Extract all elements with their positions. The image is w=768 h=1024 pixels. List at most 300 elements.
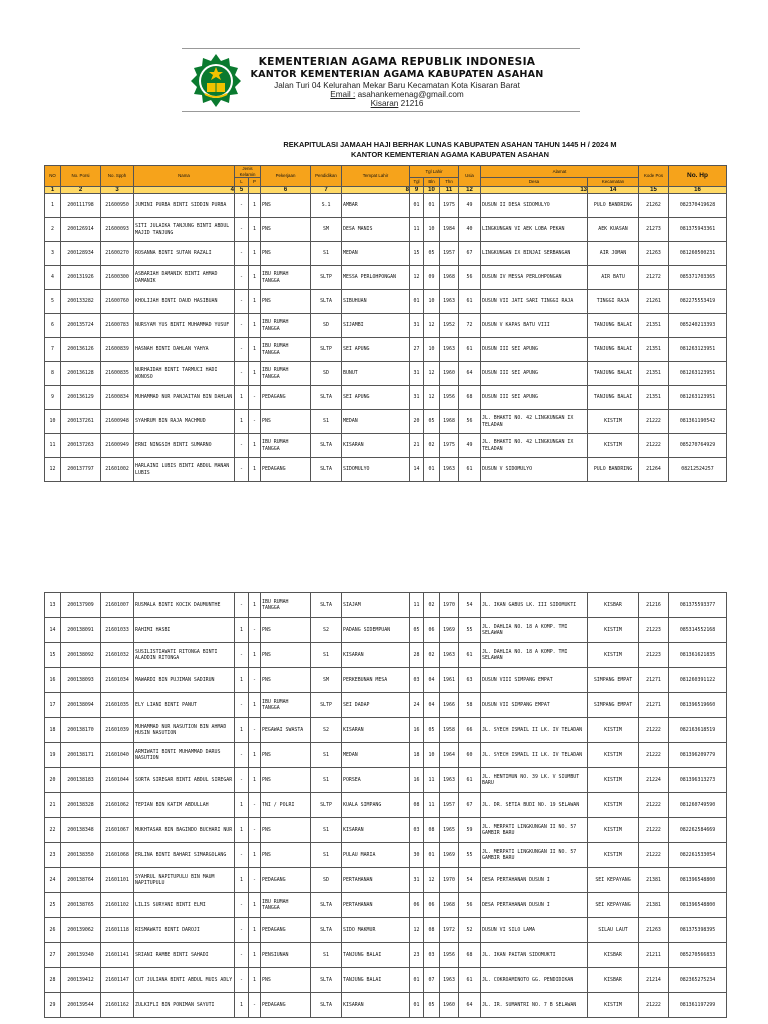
cell-porsi: 200137263 <box>61 434 101 458</box>
cell-nama: NURHAIDAH BINTI TARMUCI HADI WONOSO <box>134 362 235 386</box>
cell-nama: JUMINI PURBA BINTI SIDDIN PURBA <box>134 194 235 218</box>
cell-desa: JL. DAHLIA NO. 18 A KOMP. TMI SELAWAN <box>481 643 588 668</box>
cell-kode: 21222 <box>639 993 669 1018</box>
table-row <box>45 793 727 818</box>
cell-usia: 55 <box>459 618 481 643</box>
cell-tgl: 24 <box>410 693 424 718</box>
cell-porsi: 200136126 <box>61 338 101 362</box>
cell-thn: 1969 <box>440 843 459 868</box>
cell-porsi: 200138091 <box>61 618 101 643</box>
cell-tgl: 11 <box>410 218 424 242</box>
cell-desa: DUSUN V SIDOMULYO <box>481 458 588 482</box>
cell-spph: 21600834 <box>101 386 134 410</box>
cell-kec: KISTIM <box>588 643 639 668</box>
cell-no: 29 <box>45 993 61 1018</box>
cell-usia: 64 <box>459 362 481 386</box>
cell-spph: 21601039 <box>101 718 134 743</box>
cell-pekerjaan: PNS <box>261 218 311 242</box>
letterhead-text <box>252 56 582 108</box>
cell-tempat: MEDAN <box>342 410 410 434</box>
colnum: 5 <box>235 187 249 194</box>
col-kode-pos: Kode Pos <box>639 166 669 187</box>
cell-thn: 1961 <box>440 668 459 693</box>
cell-tempat: DESA MANIS <box>342 218 410 242</box>
cell-usia: 56 <box>459 893 481 918</box>
col-usia: Usia <box>459 166 481 187</box>
cell-desa: JL. IKAN GABUS LK. III SIDOMUKTI <box>481 593 588 618</box>
cell-tempat: KISARAN <box>342 818 410 843</box>
cell-usia: 40 <box>459 218 481 242</box>
col-kecamatan: Kecamatan <box>588 178 639 187</box>
cell-p: 1 <box>249 968 261 993</box>
cell-bln: 01 <box>424 194 440 218</box>
office-city <box>212 99 582 108</box>
cell-tgl: 01 <box>410 194 424 218</box>
cell-bln: 12 <box>424 362 440 386</box>
cell-tgl: 12 <box>410 918 424 943</box>
cell-nama: SUSILISTIAWATI RITONGA BINTI ALADDIN RITONGA <box>134 643 235 668</box>
cell-tempat: SIDOMULYO <box>342 458 410 482</box>
cell-usia: 61 <box>459 338 481 362</box>
cell-nama: SORTA SIREGAR BINTI ABDUL SIREGAR <box>134 768 235 793</box>
colnum: 3 <box>101 187 134 194</box>
cell-pekerjaan: PEDAGANG <box>261 868 311 893</box>
cell-tgl: 08 <box>410 793 424 818</box>
table-row <box>45 718 727 743</box>
cell-nama: LILIS SURYANI BINTI ELMI <box>134 893 235 918</box>
colnum: 2 <box>61 187 101 194</box>
cell-porsi: 200131926 <box>61 266 101 290</box>
cell-nama: SITI JULAIKA TANJUNG BINTI ABDUL MAJID TANJUNG <box>134 218 235 242</box>
cell-nama: KHOLIJAH BINTI DAUD HASIBUAN <box>134 290 235 314</box>
col-alamat: Alamat <box>481 166 639 178</box>
cell-no: 21 <box>45 793 61 818</box>
cell-bln: 02 <box>424 593 440 618</box>
colnum: 4 <box>134 187 235 194</box>
cell-thn: 1975 <box>440 434 459 458</box>
cell-kode: 21351 <box>639 314 669 338</box>
cell-pendidikan: SLTP <box>311 793 342 818</box>
cell-spph: 21601102 <box>101 893 134 918</box>
cell-spph: 21601033 <box>101 618 134 643</box>
cell-bln: 06 <box>424 618 440 643</box>
cell-l: - <box>235 918 249 943</box>
colnum: 10 <box>424 187 440 194</box>
cell-usia: 61 <box>459 643 481 668</box>
cell-thn: 1956 <box>440 386 459 410</box>
col-jenis-kelamin: Jenis Kelamin <box>235 166 261 178</box>
cell-bln: 09 <box>424 266 440 290</box>
cell-tgl: 23 <box>410 943 424 968</box>
cell-usia: 61 <box>459 968 481 993</box>
cell-p: 1 <box>249 743 261 768</box>
cell-p: 1 <box>249 362 261 386</box>
cell-spph: 21601141 <box>101 943 134 968</box>
cell-desa: JL. MERPATI LINGKUNGAN II NO. 57 GAMBIR BARU <box>481 843 588 868</box>
cell-usia: 61 <box>459 458 481 482</box>
cell-hp: 081375398395 <box>669 918 727 943</box>
cell-pendidikan: SLTP <box>311 266 342 290</box>
cell-pendidikan: S1 <box>311 643 342 668</box>
cell-p: 1 <box>249 918 261 943</box>
cell-bln: 10 <box>424 218 440 242</box>
cell-kec: KISTIM <box>588 818 639 843</box>
cell-kode: 21264 <box>639 458 669 482</box>
cell-kec: TANJUNG BALAI <box>588 338 639 362</box>
cell-no: 19 <box>45 743 61 768</box>
cell-tgl: 15 <box>410 242 424 266</box>
cell-tempat: MEDAN <box>342 743 410 768</box>
cell-thn: 1960 <box>440 993 459 1018</box>
cell-no: 3 <box>45 242 61 266</box>
cell-hp: 082261533054 <box>669 843 727 868</box>
email-value: asahankemenag@gmail.com <box>355 90 464 99</box>
cell-pendidikan: SLTP <box>311 338 342 362</box>
cell-porsi: 200133282 <box>61 290 101 314</box>
table-row <box>45 218 727 242</box>
cell-nama: MUHAMMAD NUR PANJAITAN BIN DAHLAN <box>134 386 235 410</box>
cell-hp: 081375593377 <box>669 593 727 618</box>
cell-pendidikan: SM <box>311 668 342 693</box>
cell-p: 1 <box>249 593 261 618</box>
cell-bln: 05 <box>424 718 440 743</box>
cell-pekerjaan: PENSIUNAN <box>261 943 311 968</box>
cell-usia: 58 <box>459 693 481 718</box>
cell-hp: 085270764929 <box>669 434 727 458</box>
cell-kec: KISTIM <box>588 768 639 793</box>
cell-tempat: AMBAR <box>342 194 410 218</box>
cell-usia: 67 <box>459 242 481 266</box>
cell-hp: 081263123951 <box>669 338 727 362</box>
cell-nama: ELY LIANI BINTI PANUT <box>134 693 235 718</box>
cell-hp: 081260749590 <box>669 793 727 818</box>
cell-desa: DUSUN VII JATI SARI TINGGI RAJA <box>481 290 588 314</box>
cell-porsi: 200138170 <box>61 718 101 743</box>
cell-spph: 21600783 <box>101 314 134 338</box>
cell-no: 22 <box>45 818 61 843</box>
column-number-row <box>45 187 727 194</box>
cell-p: - <box>249 818 261 843</box>
cell-kode: 21271 <box>639 693 669 718</box>
cell-spph: 21601101 <box>101 868 134 893</box>
cell-spph: 21601067 <box>101 818 134 843</box>
cell-porsi: 200138764 <box>61 868 101 893</box>
cell-usia: 61 <box>459 768 481 793</box>
cell-kode: 21222 <box>639 718 669 743</box>
cell-kode: 21263 <box>639 918 669 943</box>
cell-tempat: TANJUNG BALAI <box>342 943 410 968</box>
table-row <box>45 768 727 793</box>
cell-l: - <box>235 893 249 918</box>
cell-spph: 21600950 <box>101 194 134 218</box>
cell-nama: TEPIAN BIN KATIM ABDULLAH <box>134 793 235 818</box>
cell-tempat: KISARAN <box>342 434 410 458</box>
cell-usia: 63 <box>459 668 481 693</box>
cell-tgl: 01 <box>410 993 424 1018</box>
cell-pekerjaan: PNS <box>261 768 311 793</box>
cell-pekerjaan: TNI / POLRI <box>261 793 311 818</box>
colnum: 14 <box>588 187 639 194</box>
cell-l: 1 <box>235 868 249 893</box>
cell-spph: 21601147 <box>101 968 134 993</box>
cell-p: 1 <box>249 290 261 314</box>
colnum <box>249 187 261 194</box>
cell-thn: 1963 <box>440 290 459 314</box>
cell-no: 6 <box>45 314 61 338</box>
cell-bln: 06 <box>424 893 440 918</box>
cell-nama: ARMIWATI BINTI MUHAMMAD DARUS NASUTION <box>134 743 235 768</box>
cell-bln: 07 <box>424 968 440 993</box>
cell-l: - <box>235 218 249 242</box>
cell-pendidikan: S1 <box>311 242 342 266</box>
cell-bln: 05 <box>424 993 440 1018</box>
cell-l: - <box>235 768 249 793</box>
cell-l: - <box>235 338 249 362</box>
cell-porsi: 200138350 <box>61 843 101 868</box>
cell-thn: 1968 <box>440 410 459 434</box>
cell-thn: 1963 <box>440 768 459 793</box>
cell-pendidikan: SLTA <box>311 434 342 458</box>
cell-usia: 72 <box>459 314 481 338</box>
cell-p: - <box>249 668 261 693</box>
table-row <box>45 290 727 314</box>
cell-kode: 21222 <box>639 410 669 434</box>
cell-thn: 1963 <box>440 643 459 668</box>
cell-usia: 64 <box>459 993 481 1018</box>
cell-p: 1 <box>249 266 261 290</box>
cell-spph: 21601032 <box>101 643 134 668</box>
cell-pendidikan: S2 <box>311 718 342 743</box>
cell-thn: 1963 <box>440 458 459 482</box>
cell-kec: KISTIM <box>588 410 639 434</box>
cell-l: - <box>235 943 249 968</box>
cell-pekerjaan: PNS <box>261 194 311 218</box>
cell-tempat: SEI DADAP <box>342 693 410 718</box>
cell-l: 1 <box>235 668 249 693</box>
cell-l: 1 <box>235 993 249 1018</box>
cell-bln: 10 <box>424 743 440 768</box>
cell-no: 7 <box>45 338 61 362</box>
cell-hp: 081260391122 <box>669 668 727 693</box>
cell-tempat: KISARAN <box>342 643 410 668</box>
cell-usia: 49 <box>459 434 481 458</box>
cell-kec: AIR BATU <box>588 266 639 290</box>
cell-porsi: 200138348 <box>61 818 101 843</box>
cell-usia: 52 <box>459 918 481 943</box>
cell-p: 1 <box>249 943 261 968</box>
cell-kode: 21223 <box>639 643 669 668</box>
cell-no: 15 <box>45 643 61 668</box>
cell-hp: 081375943361 <box>669 218 727 242</box>
cell-thn: 1968 <box>440 893 459 918</box>
table-body-page1 <box>45 194 727 482</box>
cell-kec: KISTIM <box>588 718 639 743</box>
cell-spph: 21601062 <box>101 793 134 818</box>
cell-tempat: PULAU MARIA <box>342 843 410 868</box>
cell-l: 1 <box>235 793 249 818</box>
cell-tempat: PERKEBUNAN MESA <box>342 668 410 693</box>
cell-desa: JL. COKROAMINOTO GG. PENDIDIKAN <box>481 968 588 993</box>
cell-tempat: PERTAHANAN <box>342 893 410 918</box>
cell-l: 1 <box>235 618 249 643</box>
cell-desa: DUSUN III SEI APUNG <box>481 386 588 410</box>
cell-nama: SRIANI RAMBE BINTI SAHADI <box>134 943 235 968</box>
pilgrim-table-page1 <box>44 165 727 482</box>
cell-tgl: 14 <box>410 458 424 482</box>
cell-tgl: 01 <box>410 290 424 314</box>
cell-tempat: KISARAN <box>342 993 410 1018</box>
cell-spph: 21601162 <box>101 993 134 1018</box>
cell-spph: 21601035 <box>101 693 134 718</box>
cell-hp: 085240213393 <box>669 314 727 338</box>
cell-usia: 56 <box>459 410 481 434</box>
cell-pekerjaan: PNS <box>261 290 311 314</box>
cell-desa: JL. SYECH ISMAIL II LK. IV TELADAN <box>481 718 588 743</box>
cell-spph: 21601118 <box>101 918 134 943</box>
cell-porsi: 200137909 <box>61 593 101 618</box>
cell-no: 12 <box>45 458 61 482</box>
cell-no: 27 <box>45 943 61 968</box>
cell-bln: 01 <box>424 458 440 482</box>
cell-bln: 11 <box>424 768 440 793</box>
cell-spph: 21600760 <box>101 290 134 314</box>
email-label: Email : <box>330 90 356 99</box>
cell-porsi: 200139412 <box>61 968 101 993</box>
colnum: 6 <box>261 187 311 194</box>
table-row <box>45 266 727 290</box>
cell-l: - <box>235 242 249 266</box>
cell-porsi: 200137797 <box>61 458 101 482</box>
cell-pekerjaan: PEGAWAI SWASTA <box>261 718 311 743</box>
cell-nama: HARLAINI LUBIS BINTI ABDUL MANAN LUBIS <box>134 458 235 482</box>
cell-usia: 61 <box>459 290 481 314</box>
table-row <box>45 410 727 434</box>
cell-tgl: 31 <box>410 314 424 338</box>
cell-hp: 081396313273 <box>669 768 727 793</box>
cell-desa: DUSUN VII SIMPANG EMPAT <box>481 693 588 718</box>
col-p: P <box>249 178 261 187</box>
table-row <box>45 618 727 643</box>
cell-kode: 21351 <box>639 362 669 386</box>
cell-porsi: 200138171 <box>61 743 101 768</box>
cell-l: - <box>235 643 249 668</box>
cell-pendidikan: SLTA <box>311 993 342 1018</box>
table-row <box>45 362 727 386</box>
cell-desa: JL. DR. SETIA BUDI NO. 19 SELAWAN <box>481 793 588 818</box>
cell-tgl: 16 <box>410 768 424 793</box>
cell-l: - <box>235 693 249 718</box>
cell-nama: NURSYAM YUS BINTI MUHAMMAD YUSUF <box>134 314 235 338</box>
cell-desa: DESA PERTAHANAN DUSUN I <box>481 868 588 893</box>
cell-spph: 21600093 <box>101 218 134 242</box>
cell-desa: DUSUN IV MESSA PERLOHPONGAN <box>481 266 588 290</box>
cell-thn: 1972 <box>440 918 459 943</box>
col-bln: Bln <box>424 178 440 187</box>
cell-pekerjaan: IBU RUMAH TANGGA <box>261 434 311 458</box>
cell-kode: 21351 <box>639 386 669 410</box>
cell-porsi: 200139062 <box>61 918 101 943</box>
cell-pendidikan: S2 <box>311 618 342 643</box>
col-porsi: No. Porsi <box>61 166 101 187</box>
cell-hp: 081263123951 <box>669 386 727 410</box>
cell-pekerjaan: IBU RUMAH TANGGA <box>261 362 311 386</box>
cell-p: 1 <box>249 458 261 482</box>
cell-desa: JL. HENTIMUN NO. 39 LK. V SIUMBUT BARU <box>481 768 588 793</box>
cell-usia: 60 <box>459 743 481 768</box>
cell-kode: 21271 <box>639 668 669 693</box>
cell-thn: 1965 <box>440 818 459 843</box>
cell-desa: DUSUN VIII SIMPANG EMPAT <box>481 668 588 693</box>
cell-bln: 04 <box>424 668 440 693</box>
cell-bln: 08 <box>424 918 440 943</box>
cell-no: 13 <box>45 593 61 618</box>
cell-tempat: SIJAMBI <box>342 314 410 338</box>
cell-spph: 21601044 <box>101 768 134 793</box>
cell-pekerjaan: PNS <box>261 668 311 693</box>
cell-tgl: 27 <box>410 338 424 362</box>
cell-p: 1 <box>249 693 261 718</box>
cell-spph: 21601068 <box>101 843 134 868</box>
cell-pendidikan: SD <box>311 868 342 893</box>
cell-no: 26 <box>45 918 61 943</box>
cell-hp: 081396548800 <box>669 893 727 918</box>
cell-kec: KISTIM <box>588 743 639 768</box>
colnum: 16 <box>669 187 727 194</box>
cell-hp: 081396209779 <box>669 743 727 768</box>
cell-desa: DESA PERTAHANAN DUSUN I <box>481 893 588 918</box>
cell-l: - <box>235 362 249 386</box>
cell-l: 1 <box>235 818 249 843</box>
cell-tempat: SEI APUNG <box>342 386 410 410</box>
table-row <box>45 743 727 768</box>
cell-kec: TANJUNG BALAI <box>588 314 639 338</box>
cell-no: 16 <box>45 668 61 693</box>
cell-nama: SYAHRUM BIN RAJA MACHMUD <box>134 410 235 434</box>
col-tgl: Tgl <box>410 178 424 187</box>
cell-kode: 21222 <box>639 843 669 868</box>
col-l: L <box>235 178 249 187</box>
cell-nama: RISMAWATI BINTI DAROJI <box>134 918 235 943</box>
cell-p: 1 <box>249 338 261 362</box>
table-row <box>45 818 727 843</box>
cell-tempat: MESSA PERLOHPONGAN <box>342 266 410 290</box>
cell-porsi: 200138092 <box>61 643 101 668</box>
cell-porsi: 200138328 <box>61 793 101 818</box>
cell-tgl: 28 <box>410 643 424 668</box>
cell-tempat: PORSEA <box>342 768 410 793</box>
col-tgl-lahir: Tgl Lahir <box>410 166 459 178</box>
cell-no: 17 <box>45 693 61 718</box>
cell-pendidikan: SLTP <box>311 693 342 718</box>
cell-kode: 21381 <box>639 893 669 918</box>
cell-usia: 54 <box>459 593 481 618</box>
cell-thn: 1984 <box>440 218 459 242</box>
cell-desa: JL. IKAN PAITAN SIDOMUKTI <box>481 943 588 968</box>
cell-bln: 02 <box>424 434 440 458</box>
table-row <box>45 593 727 618</box>
cell-desa: DUSUN III SEI APUNG <box>481 362 588 386</box>
cell-nama: MUKHTASAR BIN BAGINDO BUCHARI NUR <box>134 818 235 843</box>
cell-p: 1 <box>249 242 261 266</box>
table-row <box>45 668 727 693</box>
cell-nama: ZULKIFLI BIN PONIMAN SAYUTI <box>134 993 235 1018</box>
cell-nama: HASNAH BINTI DAHLAN YAHYA <box>134 338 235 362</box>
cell-pekerjaan: PNS <box>261 743 311 768</box>
cell-kec: TANJUNG BALAI <box>588 386 639 410</box>
cell-no: 10 <box>45 410 61 434</box>
col-thn: Thn <box>440 178 459 187</box>
cell-kode: 21272 <box>639 266 669 290</box>
